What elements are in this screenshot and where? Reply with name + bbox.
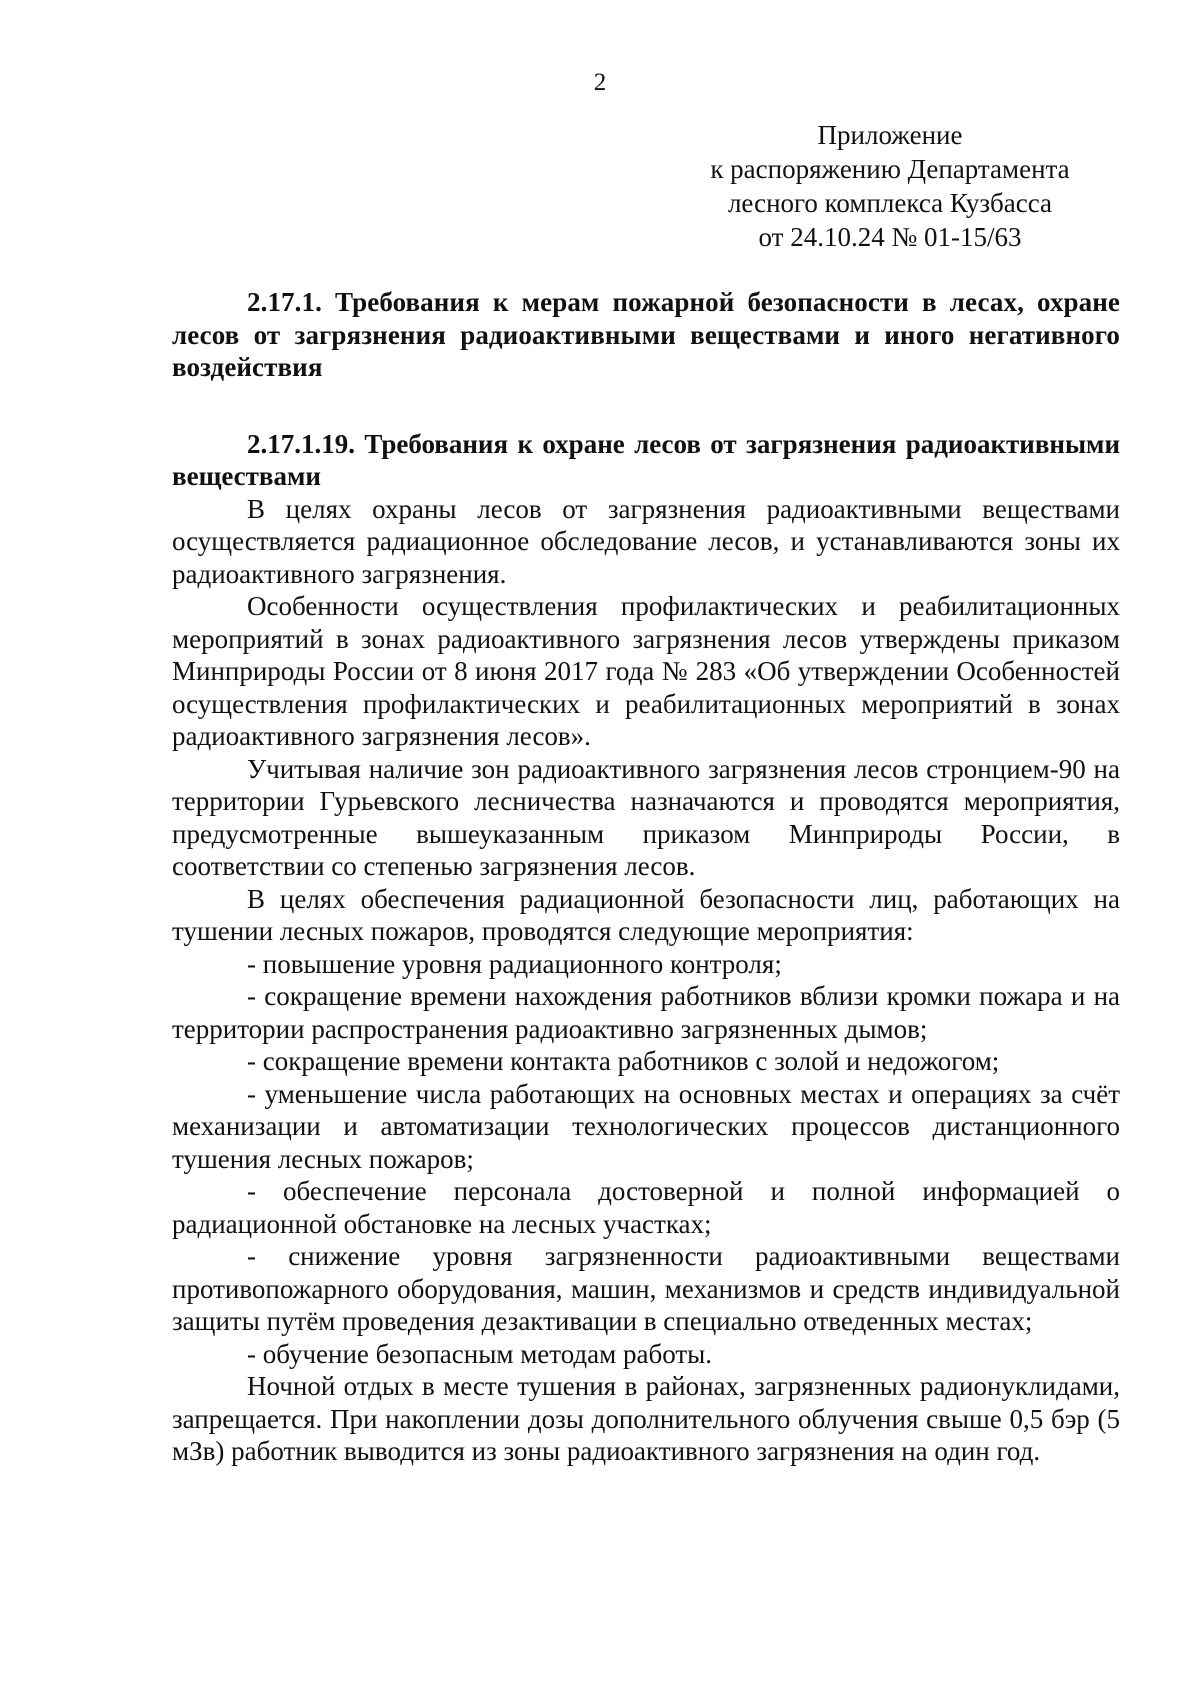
- document-body: [172, 286, 1120, 1468]
- paragraph: Учитывая наличие зон радиоактивного загрязнения лесов стронцием-90 на территории Гурьевского лесничества назначаются и проводятся мероприятия, предусмотренные вышеуказанным приказом Минприроды России, в соответствии со степенью загрязнения лесов.: [172, 753, 1120, 881]
- list-item: - повышение уровня радиационного контроля;: [247, 948, 782, 979]
- subsection-heading: 2.17.1.19. Требования к охране лесов от загрязнения радиоактивными веществами: [172, 428, 1120, 491]
- paragraph: Особенности осуществления профилактических и реабилитационных мероприятий в зонах радиоактивного загрязнения лесов утверждены приказом Минприроды России от 8 июня 2017 года № 283 «Об утверждении Особенностей осуществления профилактических и реабилитационных мероприятий в зонах радиоактивного загрязнения лесов».: [172, 591, 1120, 751]
- paragraph: Ночной отдых в месте тушения в районах, загрязненных радионуклидами, запрещается. При накоплении дозы дополнительного облучения свыше 0,5 бэр (5 мЗв) работник выводится из зоны радиоактивного загрязнения на один год.: [172, 1371, 1120, 1466]
- list-item: - снижение уровня загрязненности радиоактивными веществами противопожарного оборудования, машин, механизмов и средств индивидуальной защиты путём проведения дезактивации в специально отведенных местах;: [172, 1241, 1120, 1336]
- paragraph: В целях охраны лесов от загрязнения радиоактивными веществами осуществляется радиационное обследование лесов, и устанавливаются зоны их радиоактивного загрязнения.: [172, 493, 1120, 589]
- page-number: 2: [593, 69, 607, 96]
- appendix-date-number: от 24.10.24 № 01-15/63: [758, 222, 1022, 252]
- appendix-title: Приложение: [817, 120, 963, 150]
- list-item: - обеспечение персонала достоверной и полной информацией о радиационной обстановке на лесных участках;: [172, 1176, 1120, 1239]
- list-item: - уменьшение числа работающих на основных местах и операциях за счёт механизации и автоматизации технологических процессов дистанционного тушения лесных пожаров;: [172, 1078, 1120, 1174]
- section-heading: 2.17.1. Требования к мерам пожарной безопасности в лесах, охране лесов от загрязнения радиоактивными веществами и иного негативного воздействия: [172, 287, 1120, 382]
- appendix-department-line: лесного комплекса Кузбасса: [727, 188, 1053, 218]
- appendix-block: [700, 118, 1080, 254]
- list-item: - сокращение времени нахождения работников вблизи кромки пожара и на территории распространения радиоактивно загрязненных дымов;: [172, 981, 1120, 1044]
- list-item: - обучение безопасным методам работы.: [247, 1338, 713, 1369]
- paragraph: В целях обеспечения радиационной безопасности лиц, работающих на тушении лесных пожаров, проводятся следующие мероприятия:: [172, 883, 1120, 946]
- appendix-order-line: к распоряжению Департамента: [710, 154, 1070, 184]
- list-item: - сокращение времени контакта работников с золой и недожогом;: [247, 1046, 1000, 1076]
